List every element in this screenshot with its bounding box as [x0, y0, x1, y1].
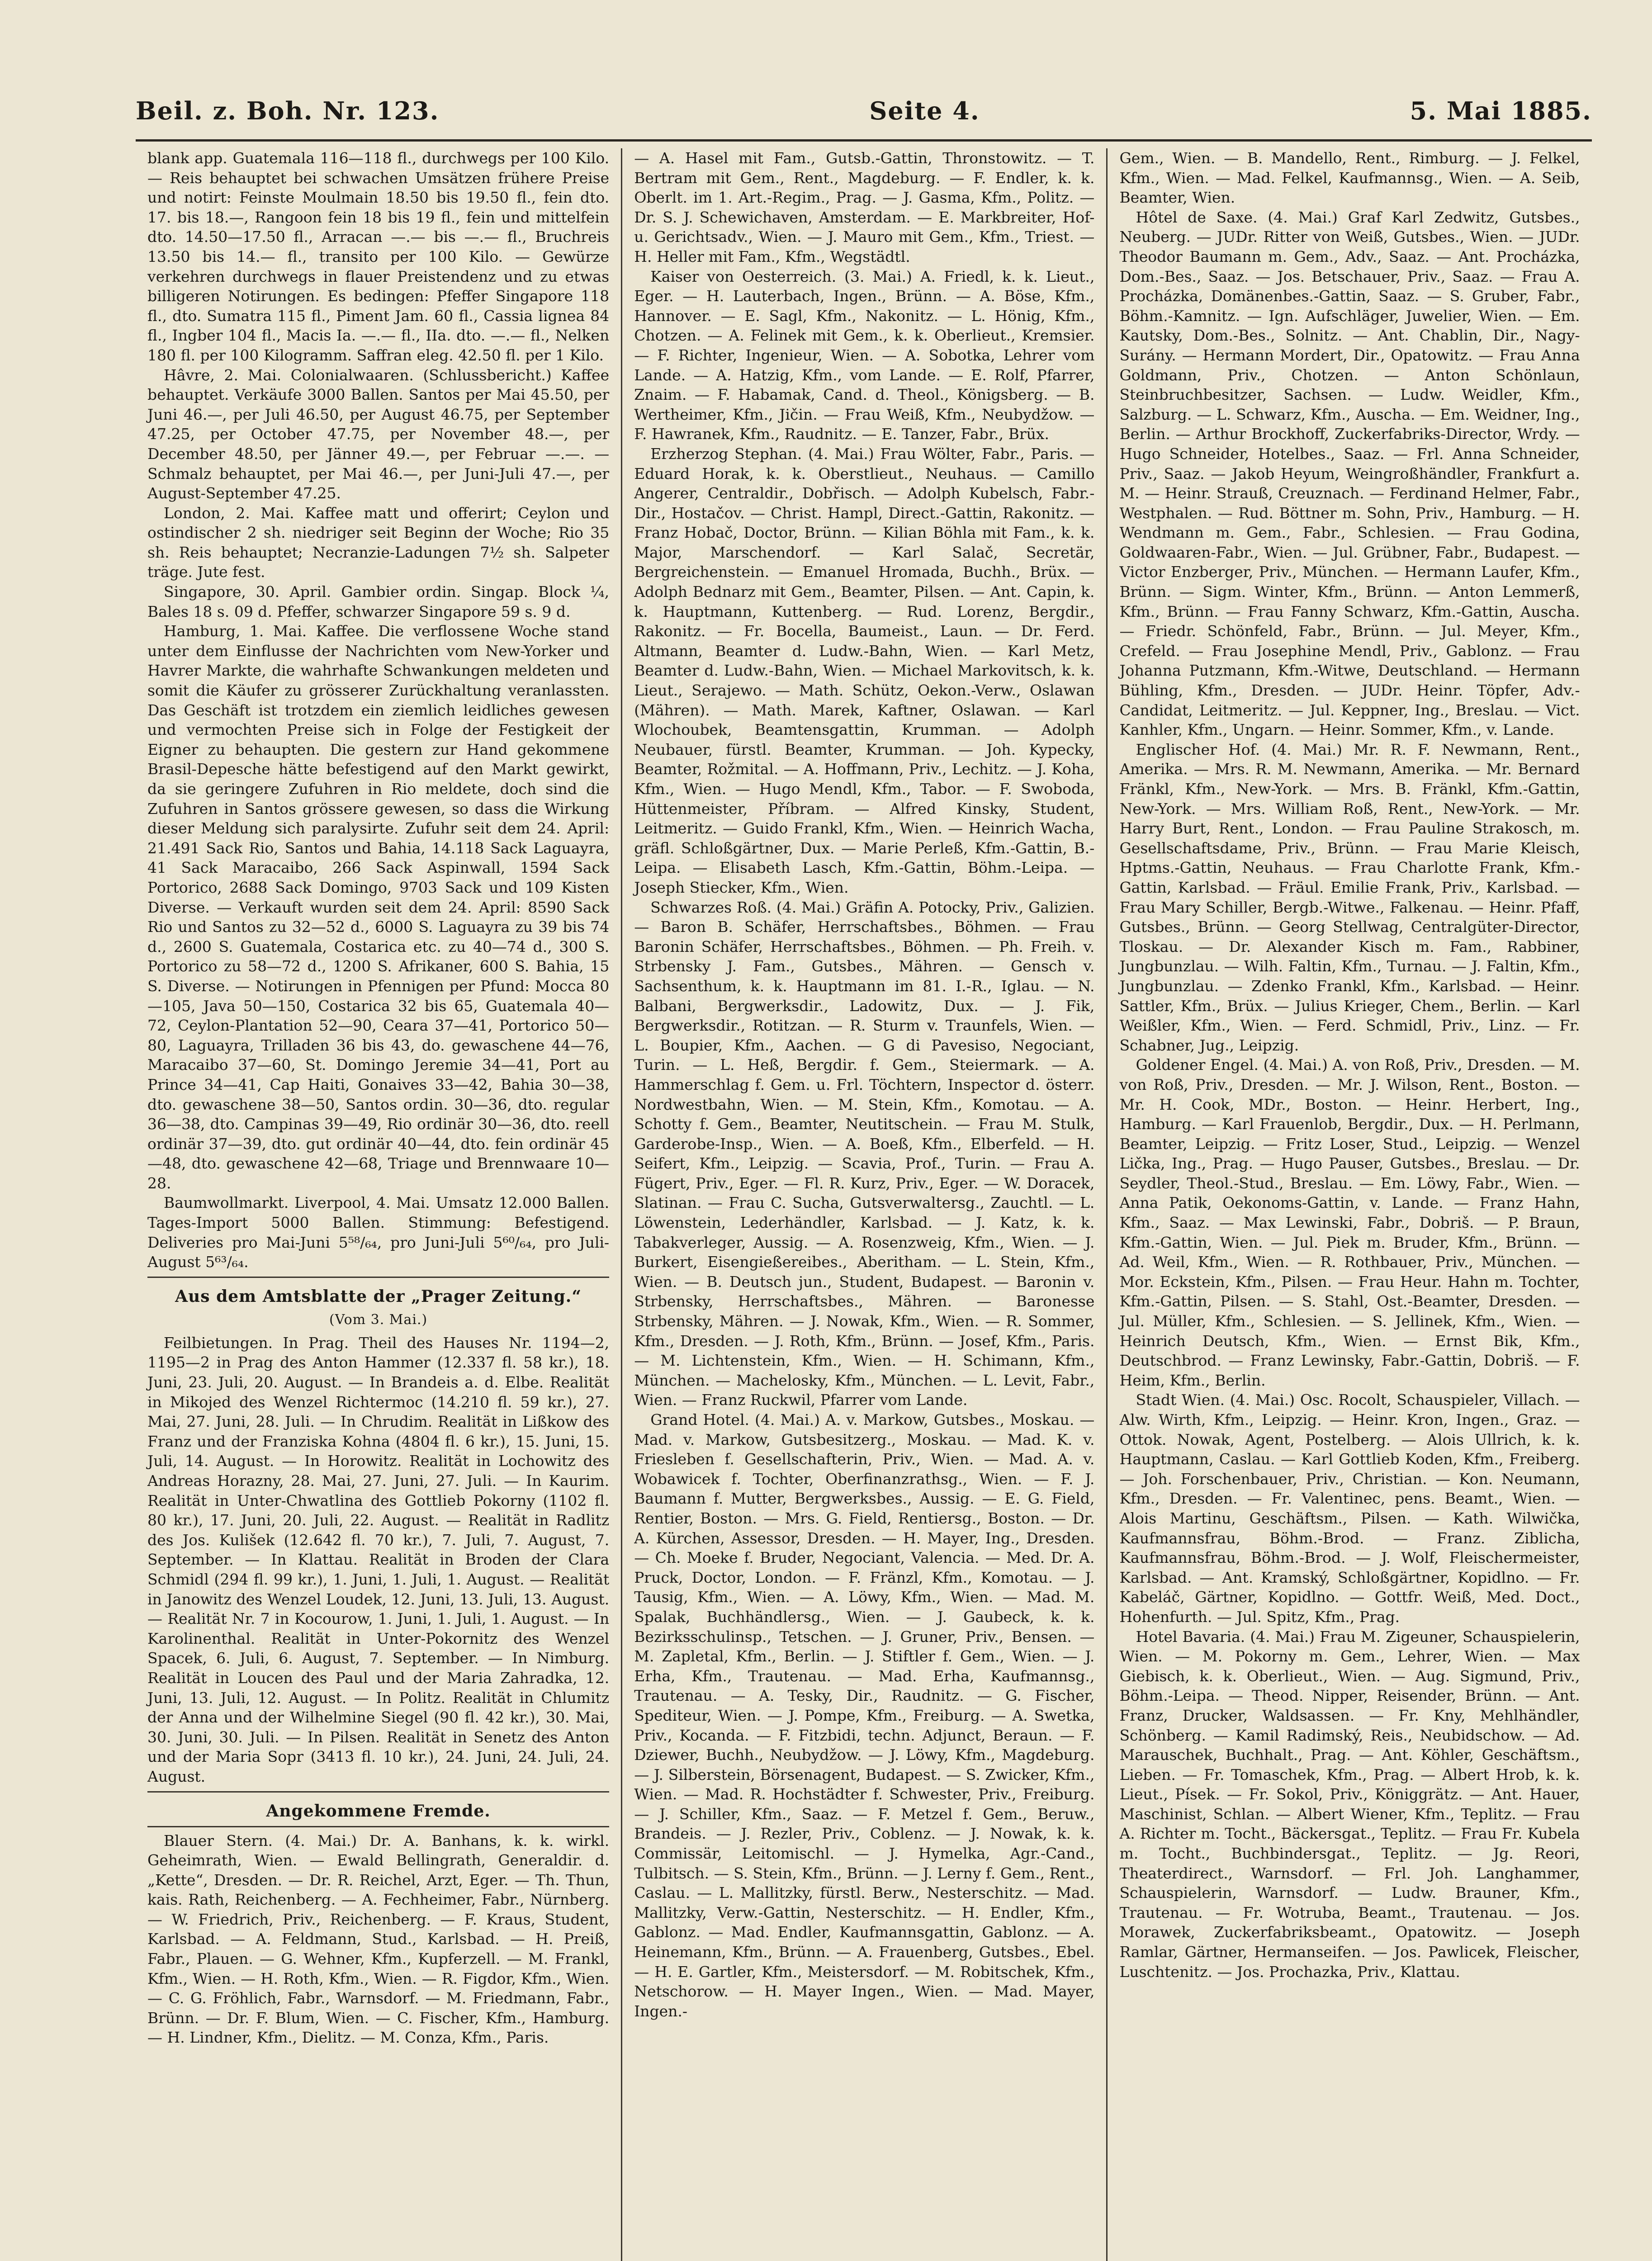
arrivals-grand-hotel: Grand Hotel. (4. Mai.) A. v. Markow, Gutsbes., Moskau. — Mad. v. Markow, Gutsbesitzerg., Moskau. — Mad. K. v. Friesleben f. Gesellschafterin, Priv., Wien. — Mad. A. v. Wobawicek f. Tochter, Oberfinanzrathsg., Wien. — F. J. Baumann f. Mutter, Bergwerksbes., Aussig. — E. G. Field, Rentier, Boston. — Mrs. G. Field, Rentiersg., Boston. — Dr. A. Kürchen, Assessor, Dresden. — H. Mayer, Ing., Dresden. — Ch. Moeke f. Bruder, Negociant, Valencia. — Med. Dr. A. Pruck, Doctor, London. — F. Fränzl, Kfm., Komotau. — J. Tausig, Kfm., Wien. — A. Löwy, Kfm., Wien. — Mad. M. Spalak, Buchhändlersg., Wien. — J. Gaubeck, k. k. Bezirksschulinsp., Tetschen. — J. Gruner, Priv., Bensen. — M. Zapletal, Kfm., Berlin. — J. Stiftler f. Gem., Wien. — J. Erha, Kfm., Trautenau. — Mad. Erha, Kaufmannsg., Trautenau. — A. Tesky, Dir., Raudnitz. — G. Fischer, Spediteur, Wien. — J. Pompe, Kfm., Freiburg. — A. Swetka, Priv., Kocanda. — F. Fitzbidi, techn. Adjunct, Beraun. — F. Dziewer, Buchh., Neubydžow. — J. Löwy, Kfm., Magdeburg. — J. Silberstein, Börsenagent, Budapest. — S. Zwicker, Kfm., Wien. — Mad. R. Hochstädter f. Schwester, Priv., Freiburg. — J. Schiller, Kfm., Saaz. — F. Metzel f. Gem., Beruw., Brandeis. — J. Rezler, Priv., Coblenz. — J. Nowak, k. k. Commissär, Leitomischl. — J. Hymelka, Agr.-Cand., Tulbitsch. — S. Stein, Kfm., Brünn. — J. Lerny f. Gem., Rent., Caslau. — L. Mallitzky, fürstl. Berw., Nesterschitz. — Mad. Mallitzky, Verw.-Gattin, Nesterschitz. — H. Endler, Kfm., Gablonz. — Mad. Endler, Kaufmannsgattin, Gablonz. — A. Heinemann, Kfm., Brünn. — A. Frauenberg, Gutsbes., Ebel. — H. E. Gartler, Kfm., Meistersdorf. — M. Robitschek, Kfm., Netschorow. — H. Mayer Ingen., Wien. — Mad. Mayer, Ingen.-: [634, 1411, 1095, 2020]
arrivals-blauer-stern-continued: — A. Hasel mit Fam., Gutsb.-Gattin, Thronstowitz. — T. Bertram mit Gem., Rent., Magdeburg. — F. Endler, k. k. Oberlt. im 1. Art.-Regim., Prag. — J. Gasma, Kfm., Politz. — Dr. S. J. Schewichaven, Amsterdam. — E. Markbreiter, Hof- u. Gerichtsadv., Wien. — J. Mauro mit Gem., Kfm., Triest. — H. Heller mit Fam., Kfm., Wegstädtl.: [634, 149, 1095, 265]
arrivals-kaiser-von-oesterreich: Kaiser von Oesterreich. (3. Mai.) A. Friedl, k. k. Lieut., Eger. — H. Lauterbach, Ingen., Brünn. — A. Böse, Kfm., Hannover. — E. Sagl, Kfm., Nakonitz. — L. Hönig, Kfm., Chotzen. — A. Felinek mit Gem., k. k. Oberlieut., Kremsier. — F. Richter, Ingenieur, Wien. — A. Sobotka, Lehrer vom Lande. — A. Hatzig, Kfm., vom Lande. — E. Rolf, Pfarrer, Znaim. — F. Habamak, Cand. d. Theol., Königsberg. — B. Wertheimer, Kfm., Jičin. — Frau Weiß, Kfm., Neubydžow. — F. Hawranek, Kfm., Raudnitz. — E. Tanzer, Fabr., Brüx.: [634, 267, 1095, 443]
arrivals-goldener-engel: Goldener Engel. (4. Mai.) A. von Roß, Priv., Dresden. — M. von Roß, Priv., Dresden. — Mr. J. Wilson, Rent., Boston. — Mr. H. Cook, MDr., Boston. — Heinr. Herbert, Ing., Hamburg. — Karl Frauenlob, Bergdir., Dux. — H. Perlmann, Beamter, Leipzig. — Fritz Loser, Stud., Leipzig. — Wenzel Lička, Ing., Prag. — Hugo Pauser, Gutsbes., Breslau. — Dr. Seydler, Theol.-Stud., Breslau. — Em. Löwy, Fabr., Wien. — Anna Patik, Oekonoms-Gattin, v. Lande. — Franz Hahn, Kfm., Saaz. — Max Lewinski, Fabr., Dobriš. — P. Braun, Kfm.-Gattin, Wien. — Jul. Piek m. Bruder, Kfm., Brünn. — Ad. Weil, Kfm., Wien. — R. Rothbauer, Priv., München. — Mor. Eckstein, Kfm., Pilsen. — Frau Heur. Hahn m. Tochter, Kfm.-Gattin, Pilsen. — S. Stahl, Ost.-Beamter, Dresden. — Jul. Müller, Kfm., Schlesien. — S. Jellinek, Kfm., Wien. — Heinrich Deutsch, Kfm., Wien. — Ernst Bik, Kfm., Deutschbrod. — Franz Lewinsky, Fabr.-Gattin, Dobriš. — F. Heim, Kfm., Berlin.: [1119, 1056, 1580, 1389]
arrivals-stadt-wien: Stadt Wien. (4. Mai.) Osc. Rocolt, Schauspieler, Villach. — Alw. Wirth, Kfm., Leipzig. — Heinr. Kron, Ingen., Graz. — Ottok. Nowak, Agent, Postelberg. — Alois Ullrich, k. k. Hauptmann, Caslau. — Karl Gottlieb Koden, Kfm., Freiberg. — Joh. Forschenbauer, Priv., Christian. — Kon. Neumann, Kfm., Dresden. — Fr. Valentinec, pens. Beamt., Wien. — Alois Martinu, Geschäftsm., Pilsen. — Kath. Wilwička, Kaufmannsfrau, Böhm.-Brod. — Franz. Ziblicha, Kaufmannsfrau, Böhm.-Brod. — J. Wolf, Fleischermeister, Karlsbad. — Ant. Kramský, Schloßgärtner, Kopidlno. — Fr. Kabeláč, Gärtner, Kopidlno. — Gottfr. Weiß, Med. Doct., Hohenfurth. — Jul. Spitz, Kfm., Prag.: [1119, 1391, 1580, 1626]
market-report-london: London, 2. Mai. Kaffee matt und offerirt; Ceylon und ostindischer 2 sh. niedriger seit Beginn der Woche; Rio 35 sh. Reis behauptet; Necranzie-Ladungen 7½ sh. Salpeter träge. Jute fest.: [147, 504, 610, 581]
newspaper-page: [136, 86, 1592, 2261]
market-report-continued: blank app. Guatemala 116—118 fl., durchwegs per 100 Kilo. — Reis behauptet bei schwachen Umsätzen frühere Preise und notirt: Feinste Moulmain 18.50 bis 19.50 fl., fein dto. 17. bis 18.—, Rangoon fein 18 bis 19 fl., fein und mittelfein dto. 14.50—17.50 fl., Arracan —.— bis —.— fl., Bruchreis 13.50 bis 14.— fl., transito per 100 Kilo. — Gewürze verkehren durchwegs in flauer Preistendenz und zu etwas billigeren Notirungen. Es bedingen: Pfeffer Singapore 118 fl., dto. Sumatra 115 fl., Piment Jam. 60 fl., Cassia lignea 84 fl., Ingber 104 fl., Macis Ia. —.— fl., IIa. dto. —.— fl., Nelken 180 fl. per 100 Kilogramm. Saffran eleg. 42.50 fl. per 1 Kilo.: [147, 149, 610, 364]
arrivals-erzherzog-stephan: Erzherzog Stephan. (4. Mai.) Frau Wölter, Fabr., Paris. — Eduard Horak, k. k. Oberstlieut., Neuhaus. — Camillo Angerer, Centraldir., Dobřisch. — Adolph Kubelsch, Fabr.-Dir., Hostačov. — Christ. Hampl, Direct.-Gattin, Rakonitz. — Franz Hobač, Doctor, Brünn. — Kilian Böhla mit Fam., k. k. Major, Marschendorf. — Karl Salač, Secretär, Bergreichenstein. — Emanuel Hromada, Buchh., Brüx. — Adolph Bednarz mit Gem., Beamter, Pilsen. — Ant. Capin, k. k. Hauptmann, Kuttenberg. — Rud. Lorenz, Bergdir., Rakonitz. — Fr. Bocella, Baumeist., Laun. — Dr. Ferd. Altmann, Beamter d. Ludw.-Bahn, Wien. — Karl Metz, Beamter d. Ludw.-Bahn, Wien. — Michael Markovitsch, k. k. Lieut., Serajewo. — Math. Schütz, Oekon.-Verw., Oslawan (Mähren). — Math. Marek, Kaftner, Oslawan. — Karl Wlochoubek, Beamtensgattin, Krumman. — Adolph Neubauer, fürstl. Beamter, Krumman. — Joh. Kypecky, Beamter, Rožmital. — A. Hoffmann, Priv., Lechitz. — J. Koha, Kfm., Wien. — Hugo Mendl, Kfm., Tabor. — F. Swoboda, Hüttenmeister, Příbram. — Alfred Kinsky, Student, Leitmeritz. — Guido Frankl, Kfm., Wien. — Heinrich Wacha, gräfl. Schloßgärtner, Dux. — Marie Perleß, Kfm.-Gattin, B.-Leipa. — Elisabeth Lasch, Kfm.-Gattin, Böhm.-Leipa. — Joseph Stiecker, Kfm., Wien.: [634, 445, 1095, 896]
header-date: 5. Mai 1885.: [1410, 96, 1592, 125]
auction-notices: Feilbietungen. In Prag. Theil des Hauses Nr. 1194—2, 1195—2 in Prag des Anton Hammer (12.337 fl. 58 kr.), 18. Juni, 23. Juli, 20. August. — In Brandeis a. d. Elbe. Realität in Mikojed des Wenzel Richtermoc (14.210 fl. 59 kr.), 27. Mai, 27. Juni, 28. Juli. — In Chrudim. Realität in Lißkow des Franz und der Franziska Kohna (4804 fl. 6 kr.), 15. Juni, 15. Juli, 14. August. — In Horowitz. Realität in Lochowitz des Andreas Horazny, 28. Mai, 27. Juni, 27. Juli. — In Kaurim. Realität in Unter-Chwatlina des Gottlieb Pokorny (1102 fl. 80 kr.), 17. Juni, 20. Juli, 22. August. — Realität in Radlitz des Jos. Kulišek (12.642 fl. 70 kr.), 7. Juli, 7. August, 7. September. — In Klattau. Realität in Broden der Clara Schmidl (294 fl. 99 kr.), 1. Juni, 1. Juli, 1. August. — Realität in Janowitz des Wenzel Loudek, 12. Juni, 13. Juli, 13. August. — Realität Nr. 7 in Kocourow, 1. Juni, 1. Juli, 1. August. — In Karolinenthal. Realität in Unter-Pokornitz des Wenzel Spacek, 6. Juli, 6. August, 7. September. — In Nimburg. Realität in Loucen des Paul und der Maria Zahradka, 12. Juni, 13. Juli, 12. August. — In Politz. Realität in Chlumitz der Anna und der Wilhelmine Siegel (90 fl. 42 kr.), 30. Mai, 30. Juni, 30. Juli. — In Pilsen. Realität in Senetz des Anton und der Maria Sopr (3413 fl. 10 kr.), 24. Juni, 24. Juli, 24. August.: [147, 1334, 610, 1785]
market-report-cotton: Baumwollmarkt. Liverpool, 4. Mai. Umsatz 12.000 Ballen. Tages-Import 5000 Ballen. Stimmung: Befestigend. Deliveries pro Mai-Juni 5⁵⁸/₆₄, pro Juni-Juli 5⁶⁰/₆₄, pro Juli-August 5⁶³/₆₄.: [147, 1194, 610, 1271]
section-date-amtsblatt: (Vom 3. Mai.): [329, 1311, 428, 1328]
column-1: [136, 148, 621, 2261]
section-rule: [147, 1791, 609, 1793]
arrivals-hotel-bavaria: Hotel Bavaria. (4. Mai.) Frau M. Zigeuner, Schauspielerin, Wien. — M. Pokorny m. Gem., Lehrer, Wien. — Max Giebisch, k. k. Oberlieut., Wien. — Aug. Sigmund, Priv., Böhm.-Leipa. — Theod. Nipper, Reisender, Brünn. — Ant. Franz, Drucker, Waldsassen. — Fr. Kny, Mehlhändler, Schönberg. — Kamil Radimský, Reis., Neubidschow. — Ad. Marauschek, Buchhalt., Prag. — Ant. Köhler, Geschäftsm., Lieben. — Fr. Tomaschek, Kfm., Prag. — Albert Hrob, k. k. Lieut., Písek. — Fr. Sokol, Priv., Königgrätz. — Ant. Hauer, Maschinist, Schlan. — Albert Wiener, Kfm., Teplitz. — Frau A. Richter m. Tocht., Bäckersgat., Teplitz. — Frau Fr. Kubela m. Tocht., Buchbindersgat., Teplitz. — Jg. Reori, Theaterdirect., Warnsdorf. — Frl. Joh. Langhammer, Schauspielerin, Warnsdorf. — Ludw. Brauner, Kfm., Trautenau. — Fr. Wotruba, Beamt., Trautenau. — Jos. Morawek, Zuckerfabriksbeamt., Opatowitz. — Joseph Ramlar, Gärtner, Hermanseifen. — Jos. Pawlicek, Fleischer, Luschtenitz. — Jos. Prochazka, Priv., Klattau.: [1119, 1627, 1580, 1981]
arrivals-englischer-hof: Englischer Hof. (4. Mai.) Mr. R. F. Newmann, Rent., Amerika. — Mrs. R. M. Newmann, Amerika. — Mr. Bernard Fränkl, Kfm., New-York. — Mrs. B. Fränkl, Kfm.-Gattin, New-York. — Mrs. William Roß, Rent., New-York. — Mr. Harry Burt, Rent., London. — Frau Pauline Strakosch, m. Gesellschaftsdame, Priv., Brünn. — Frau Marie Kleisch, Hptms.-Gattin, Neuhaus. — Frau Charlotte Frank, Kfm.-Gattin, Karlsbad. — Fräul. Emilie Frank, Priv., Karlsbad. — Frau Mary Schiller, Bergb.-Witwe., Falkenau. — Heinr. Pfaff, Gutsbes., Brünn. — Georg Stellwag, Centralgüter-Director, Tloskau. — Dr. Alexander Kisch m. Fam., Rabbiner, Jungbunzlau. — Wilh. Faltin, Kfm., Turnau. — J. Faltin, Kfm., Jungbunzlau. — Zdenko Frankl, Kfm., Karlsbad. — Heinr. Sattler, Kfm., Brüx. — Julius Krieger, Chem., Berlin. — Karl Weißler, Kfm., Wien. — Ferd. Schmidl, Priv., Linz. — Fr. Schabner, Jug., Leipzig.: [1119, 740, 1580, 1054]
arrivals-blauer-stern: Blauer Stern. (4. Mai.) Dr. A. Banhans, k. k. wirkl. Geheimrath, Wien. — Ewald Bellingrath, Generaldir. d. „Kette“, Dresden. — Dr. R. Reichel, Arzt, Eger. — Th. Thun, kais. Rath, Reichenberg. — A. Fechheimer, Fabr., Nürnberg. — W. Friedrich, Priv., Reichenberg. — F. Kraus, Student, Karlsbad. — A. Feldmann, Stud., Karlsbad. — H. Preiß, Fabr., Plauen. — G. Wehner, Kfm., Kupferzell. — M. Frankl, Kfm., Wien. — H. Roth, Kfm., Wien. — R. Figdor, Kfm., Wien. — C. G. Fröhlich, Fabr., Warnsdorf. — M. Friedmann, Fabr., Brünn. — Dr. F. Blum, Wien. — C. Fischer, Kfm., Hamburg. — H. Lindner, Kfm., Dielitz. — M. Conza, Kfm., Paris.: [147, 1831, 610, 2047]
section-rule: [147, 1826, 609, 1827]
arrivals-grand-hotel-continued: Gem., Wien. — B. Mandello, Rent., Rimburg. — J. Felkel, Kfm., Wien. — Mad. Felkel, Kaufmannsg., Wien. — A. Seib, Beamter, Wien.: [1119, 149, 1580, 207]
section-rule: [147, 1277, 609, 1278]
section-title-arrivals: Angekommene Fremde.: [266, 1801, 491, 1821]
market-report-singapore: Singapore, 30. April. Gambier ordin. Singap. Block ¼, Bales 18 s. 09 d. Pfeffer, schwarzer Singapore 59 s. 9 d.: [147, 583, 610, 620]
header-rule: [136, 139, 1592, 142]
page-header: [136, 86, 1592, 136]
text-columns: [136, 148, 1592, 2261]
arrivals-hotel-de-saxe: Hôtel de Saxe. (4. Mai.) Graf Karl Zedwitz, Gutsbes., Neuberg. — JUDr. Ritter von Weiß, Gutsbes., Wien. — JUDr. Theodor Baumann m. Gem., Adv., Saaz. — Ant. Procházka, Dom.-Bes., Saaz. — Jos. Betschauer, Priv., Saaz. — Frau A. Procházka, Domänenbes.-Gattin, Saaz. — S. Gruber, Fabr., Böhm.-Kamnitz. — Ign. Aufschläger, Juwelier, Wien. — Em. Kautsky, Dom.-Bes., Solnitz. — Ant. Chablin, Dir., Nagy-Surány. — Hermann Mordert, Dir., Opatowitz. — Frau Anna Goldmann, Priv., Chotzen. — Anton Schönlaun, Steinbruchbesitzer, Sachsen. — Ludw. Weidler, Kfm., Salzburg. — L. Schwarz, Kfm., Auscha. — Em. Weidner, Ing., Berlin. — Arthur Brockhoff, Zuckerfabriks-Director, Wrdy. — Hugo Schneider, Hotelbes., Saaz. — Frl. Anna Schneider, Priv., Saaz. — Jakob Heyum, Weingroßhändler, Frankfurt a. M. — Heinr. Strauß, Creuznach. — Ferdinand Helmer, Fabr., Westphalen. — Rud. Böttner m. Sohn, Priv., Hamburg. — H. Wendmann m. Gem., Fabr., Schlesien. — Frau Godina, Goldwaaren-Fabr., Wien. — Jul. Grübner, Fabr., Budapest. — Victor Enzberger, Priv., München. — Hermann Laufer, Kfm., Brünn. — Sigm. Winter, Kfm., Brünn. — Anton Lemmerß, Kfm., Brünn. — Frau Fanny Schwarz, Kfm.-Gattin, Auscha. — Friedr. Schönfeld, Fabr., Brünn. — Jul. Meyer, Kfm., Crefeld. — Frau Josephine Mendl, Priv., Gablonz. — Frau Johanna Putzmann, Kfm.-Witwe, Deutschland. — Hermann Bühling, Kfm., Dresden. — JUDr. Heinr. Töpfer, Adv.-Candidat, Leitmeritz. — Jul. Keppner, Ing., Breslau. — Vict. Kanhler, Kfm., Ungarn. — Heinr. Sommer, Kfm., v. Lande.: [1119, 208, 1580, 739]
column-2: [621, 148, 1106, 2261]
section-title-amtsblatt: Aus dem Amtsblatte der „Prager Zeitung.“: [175, 1287, 582, 1306]
market-report-havre: Hâvre, 2. Mai. Colonialwaaren. (Schlussbericht.) Kaffee behauptet. Verkäufe 3000 Ballen. Santos per Mai 45.50, per Juni 46.—, per Juli 46.50, per August 46.75, per September 47.25, per October 47.75, per November 48.—, per December 48.50, per Jänner 49.—, per Februar —.—. — Schmalz behauptet, per Mai 46.—, per Juni-Juli 47.—, per August-September 47.25.: [147, 366, 610, 502]
market-report-hamburg: Hamburg, 1. Mai. Kaffee. Die verflossene Woche stand unter dem Einflusse der Nachrichten vom New-Yorker und Havrer Markte, die wahrhafte Schwankungen meldeten und somit die Käufer zu grösserer Zurückhaltung veranlassten. Das Geschäft ist trotzdem ein ziemlich leidliches gewesen und vermochten Preise sich in Folge der Festigkeit der Eigner zu behaupten. Die gestern zur Hand gekommene Brasil-Depesche hätte befestigend auf den Markt gewirkt, da sie geringere Zufuhren in Rio meldete, doch sind die Zufuhren in Santos grössere gewesen, so dass die Wirkung dieser Meldung sich paralysirte. Zufuhr seit dem 24. April: 21.491 Sack Rio, Santos und Bahia, 14.118 Sack Laguayra, 41 Sack Maracaibo, 266 Sack Aspinwall, 1594 Sack Portorico, 2688 Sack Domingo, 9703 Sack und 109 Kisten Diverse. — Verkauft wurden seit dem 24. April: 8590 Sack Rio und Santos zu 32—52 d., 6000 S. Laguayra zu 39 bis 74 d., 2600 S. Guatemala, Costarica etc. zu 40—74 d., 300 S. Portorico zu 58—72 d., 1200 S. Afrikaner, 600 S. Bahia, 15 S. Diverse. — Notirungen in Pfennigen per Pfund: Mocca 80—105, Java 50—150, Costarica 32 bis 65, Guatemala 40—72, Ceylon-Plantation 52—90, Ceara 37—41, Portorico 50—80, Laguayra, Trilladen 36 bis 43, do. gewaschene 44—76, Maracaibo 37—60, St. Domingo Jeremie 34—41, Port au Prince 34—41, Cap Haiti, Gonaives 33—42, Bahia 30—38, dto. gewaschene 38—50, Santos ordin. 30—36, dto. regular 36—38, dto. Campinas 39—49, Rio ordinär 30—36, dto. reell ordinär 37—39, dto. gut ordinär 40—44, dto. fein ordinär 45—48, dto. gewaschene 42—68, Triage und Brennwaare 10—28.: [147, 622, 610, 1192]
header-supplement-number: Beil. z. Boh. Nr. 123.: [136, 96, 440, 125]
column-3: [1106, 148, 1591, 2261]
arrivals-schwarzes-ross: Schwarzes Roß. (4. Mai.) Gräfin A. Potocky, Priv., Galizien. — Baron B. Schäfer, Herrschaftsbes., Böhmen. — Frau Baronin Schäfer, Herrschaftsbes., Böhmen. — Ph. Freih. v. Strbensky J. Fam., Gutsbes., Mähren. — Gensch v. Sachsenthum, k. k. Hauptmann im 81. I.-R., Iglau. — N. Balbani, Bergwerksdir., Ladowitz, Dux. — J. Fik, Bergwerksdir., Rotitzan. — R. Sturm v. Traunfels, Wien. — L. Boupier, Kfm., Aachen. — G di Pavesiso, Negociant, Turin. — L. Heß, Bergdir. f. Gem., Steiermark. — A. Hammerschlag f. Gem. u. Frl. Töchtern, Inspector d. österr. Nordwestbahn, Wien. — M. Stein, Kfm., Komotau. — A. Schotty f. Gem., Beamter, Neutitschein. — Frau M. Stulk, Garderobe-Insp., Wien. — A. Boeß, Kfm., Elberfeld. — H. Seifert, Kfm., Leipzig. — Scavia, Prof., Turin. — Frau A. Fügert, Priv., Eger. — Fl. R. Kurz, Priv., Eger. — W. Doracek, Slatinan. — Frau C. Sucha, Gutsverwaltersg., Zauchtl. — L. Löwenstein, Lederhändler, Karlsbad. — J. Katz, k. k. Tabakverleger, Aussig. — A. Rosenzweig, Kfm., Wien. — J. Burkert, Eisengießereibes., Aberitham. — L. Stein, Kfm., Wien. — B. Deutsch jun., Student, Budapest. — Baronin v. Strbensky, Herrschaftsbes., Mähren. — Baronesse Strbensky, Mähren. — J. Nowak, Kfm., Wien. — R. Sommer, Kfm., Dresden. — J. Roth, Kfm., Brünn. — Josef, Kfm., Paris. — M. Lichtenstein, Kfm., Wien. — H. Schimann, Kfm., München. — Machelosky, Kfm., München. — L. Levit, Fabr., Wien. — Franz Ruckwil, Pfarrer vom Lande.: [634, 898, 1095, 1409]
header-page-number: Seite 4.: [869, 96, 980, 125]
